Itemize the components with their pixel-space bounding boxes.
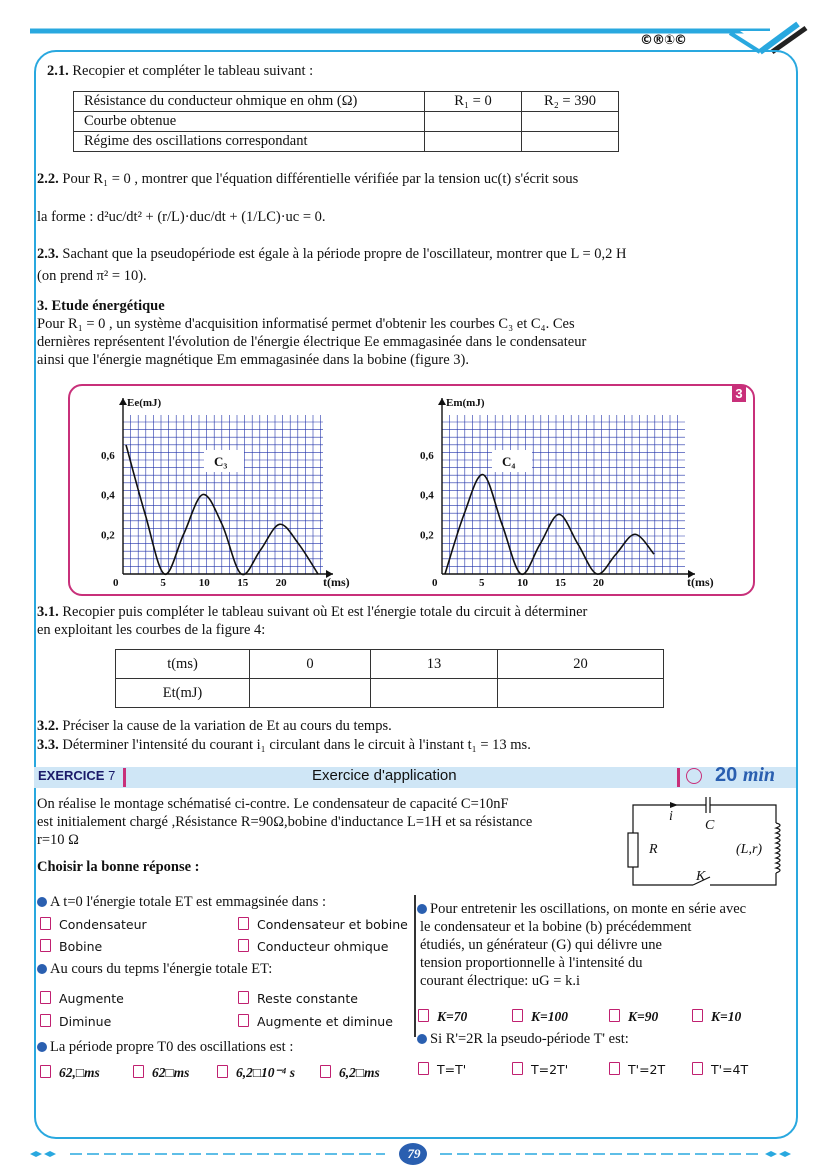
mcq-4-line-3: étudiés, un générateur (G) qui délivre une <box>420 936 662 954</box>
table-cell <box>371 679 498 708</box>
checkbox-icon <box>692 1009 703 1022</box>
option-label: Diminue <box>59 1014 111 1029</box>
table-cell: Résistance du conducteur ohmique en ohm (Ω) <box>74 92 425 112</box>
switch-label: K <box>696 869 705 885</box>
mcq-2-text: Au cours du tepms l'énergie totale ET: <box>50 961 272 977</box>
license-badge: ©®①© <box>640 33 686 48</box>
mcq-1-option-3[interactable] <box>40 939 102 954</box>
exercise-title: Exercice d'application <box>312 767 457 784</box>
mcq-4-option-3[interactable] <box>609 1009 658 1025</box>
option-label: K=100 <box>531 1009 568 1024</box>
ex7-intro-3: r=10 Ω <box>37 831 79 849</box>
option-label: 62□ms <box>152 1065 189 1080</box>
mcq-4-line-5: courant électrique: uG = k.i <box>420 972 580 990</box>
number-1-icon <box>37 897 47 907</box>
table-cell: 13 <box>371 650 498 679</box>
checkbox-icon <box>238 1014 249 1027</box>
checkbox-icon <box>320 1065 331 1078</box>
resistor-label: R <box>649 842 658 858</box>
table-cell: Courbe obtenue <box>74 112 425 132</box>
y-tick-label: 0,2 <box>101 529 115 541</box>
x-tick-label: 10 <box>199 577 211 589</box>
duration-unit: min <box>743 764 775 786</box>
table-cell: R₂ = 390 <box>522 92 619 112</box>
capacitor-label: C <box>705 818 714 834</box>
table-cell: Et(mJ) <box>116 679 250 708</box>
table-row <box>116 650 664 679</box>
mcq-3-question <box>37 1038 293 1056</box>
q33-label: 3.3. <box>37 737 59 753</box>
checkbox-icon <box>40 939 51 952</box>
option-label: 62,□ms <box>59 1065 100 1080</box>
y-axis-label: Ee(mJ) <box>127 397 162 409</box>
energy-curve <box>445 475 654 575</box>
mcq-4-option-1[interactable] <box>418 1009 467 1025</box>
option-label: K=90 <box>628 1009 658 1024</box>
x-tick-label: 0 <box>432 577 438 589</box>
table-cell: 20 <box>498 650 664 679</box>
q23-label: 2.3. <box>37 246 59 262</box>
checkbox-icon <box>217 1065 228 1078</box>
checkbox-icon <box>512 1062 523 1075</box>
q31-table <box>115 649 664 708</box>
section3-para-2: dernières représentent l'évolution de l'énergie électrique Ee emmagasinée dans le condensateur <box>37 333 586 351</box>
y-axis-label: Em(mJ) <box>446 397 485 409</box>
mcq-5-option-3[interactable] <box>609 1062 665 1077</box>
mcq-3-option-2[interactable] <box>133 1065 189 1081</box>
checkbox-icon <box>40 1065 51 1078</box>
mcq-2-option-1[interactable] <box>40 991 124 1006</box>
option-label: Condensateur et bobine <box>257 917 408 932</box>
exercise-tag-word: EXERCICE <box>38 768 104 783</box>
clock-icon <box>686 768 702 784</box>
table-cell: Régime des oscillations correspondant <box>74 132 425 152</box>
page-number: 79 <box>402 1146 426 1162</box>
x-tick-label: 20 <box>276 577 288 589</box>
mcq-4-option-2[interactable] <box>512 1009 568 1025</box>
bar-divider <box>123 768 126 787</box>
mcq-1-question <box>37 893 326 911</box>
table-cell: 0 <box>250 650 371 679</box>
mcq-5-option-1[interactable] <box>418 1062 466 1077</box>
x-tick-label: 0 <box>113 577 119 589</box>
q33-line <box>37 736 531 754</box>
x-tick-label: 20 <box>593 577 605 589</box>
option-label: Condensateur <box>59 917 147 932</box>
y-tick-label: 0,6 <box>420 450 434 462</box>
ex7-intro-2: est initialement chargé ,Résistance R=90Ω,bobine d'inductance L=1H et sa résistance <box>37 813 532 831</box>
mcq-5-option-2[interactable] <box>512 1062 568 1077</box>
q23-text2: (on prend π² = 10). <box>37 267 147 285</box>
q31-label: 3.1. <box>37 604 59 620</box>
option-label: 6,2□ms <box>339 1065 380 1080</box>
number-2-icon <box>37 964 47 974</box>
mcq-4-line-1 <box>417 900 746 918</box>
table-cell: t(ms) <box>116 650 250 679</box>
mcq-3-option-4[interactable] <box>320 1065 380 1081</box>
checkbox-icon <box>418 1062 429 1075</box>
column-divider <box>414 895 416 1037</box>
mcq-1-option-2[interactable] <box>238 917 408 932</box>
checkbox-icon <box>40 1014 51 1027</box>
y-tick-label: 0,2 <box>420 529 434 541</box>
q32-line <box>37 717 392 735</box>
mcq-3-option-3[interactable] <box>217 1065 295 1081</box>
mcq-1-option-4[interactable] <box>238 939 388 954</box>
option-label: T'=2T <box>628 1062 665 1077</box>
table-cell: R₁ = 0 <box>425 92 522 112</box>
ex7-intro-1: On réalise le montage schématisé ci-contre. Le condensateur de capacité C=10nF <box>37 795 509 813</box>
mcq-2-option-3[interactable] <box>40 1014 111 1029</box>
mcq-1-option-1[interactable] <box>40 917 147 932</box>
curve-label: C₄ <box>502 454 515 469</box>
q32-text: Préciser la cause de la variation de Et au cours du temps. <box>62 718 391 734</box>
option-label: T=2T' <box>531 1062 568 1077</box>
option-label: K=10 <box>711 1009 741 1024</box>
q31-line-1 <box>37 603 587 621</box>
table-cell <box>250 679 371 708</box>
x-axis-label: t(ms) <box>687 575 714 589</box>
mcq-4-text: Pour entretenir les oscillations, on monte en série avec <box>430 901 746 917</box>
option-label: K=70 <box>437 1009 467 1024</box>
coil-label: (L,r) <box>736 842 762 858</box>
table-cell <box>498 679 664 708</box>
y-tick-label: 0,4 <box>420 490 434 502</box>
mcq-2-question <box>37 960 272 978</box>
q31-line-2: en exploitant les courbes de la figure 4: <box>37 621 265 639</box>
q21-text: Recopier et compléter le tableau suivant : <box>72 63 313 79</box>
x-tick-label: 15 <box>555 577 567 589</box>
mcq-2-option-2[interactable] <box>238 991 358 1006</box>
exercise-number: 7 <box>108 768 115 783</box>
checkbox-icon <box>692 1062 703 1075</box>
y-tick-label: 0,4 <box>101 490 115 502</box>
duration-value: 20 <box>715 764 737 786</box>
y-axis-arrow <box>119 398 127 405</box>
mcq-3-text: La période propre T0 des oscillations est : <box>50 1039 293 1055</box>
checkbox-icon <box>609 1062 620 1075</box>
y-axis-arrow <box>438 398 446 405</box>
option-label: Augmente et diminue <box>257 1014 393 1029</box>
section3-para-1: Pour R₁ = 0 , un système d'acquisition informatisé permet d'obtenir les courbes C₃ et C₄. Ces <box>37 315 575 333</box>
option-label: Conducteur ohmique <box>257 939 388 954</box>
mcq-4-option-4[interactable] <box>692 1009 741 1025</box>
rlc-circuit-diagram <box>618 795 793 895</box>
section3-para-3: ainsi que l'énergie magnétique Em emmagasinée dans la bobine (figure 3). <box>37 351 469 369</box>
mcq-4-line-4: tension proportionnelle à l'intensité du <box>420 954 642 972</box>
x-axis-label: t(ms) <box>323 575 350 589</box>
mcq-2-option-4[interactable] <box>238 1014 393 1029</box>
bar-divider <box>677 768 680 787</box>
option-label: 6,2□10⁻⁴ s <box>236 1065 295 1080</box>
mcq-4-line-2: le condensateur et la bobine (b) précédemment <box>420 918 691 936</box>
current-label: i <box>669 809 673 825</box>
section3-title: 3. Etude énergétique <box>37 297 165 315</box>
figure-number: 3 <box>732 386 746 402</box>
x-tick-label: 15 <box>237 577 249 589</box>
option-label: Augmente <box>59 991 124 1006</box>
option-label: T'=4T <box>711 1062 748 1077</box>
x-tick-label: 5 <box>479 577 485 589</box>
x-tick-label: 10 <box>517 577 529 589</box>
q22-text: Pour R₁ = 0 , montrer que l'équation différentielle vérifiée par la tension uc(t) s'écrit sous <box>62 171 578 187</box>
q21-label: 2.1. <box>47 63 69 79</box>
q22-label: 2.2. <box>37 171 59 187</box>
mcq-5-question <box>417 1030 629 1048</box>
option-label: Bobine <box>59 939 102 954</box>
q22-formula: la forme : d²uc/dt² + (r/L)·duc/dt + (1/LC)·uc = 0. <box>37 208 326 226</box>
q32-label: 3.2. <box>37 718 59 734</box>
checkbox-icon <box>512 1009 523 1022</box>
checkbox-icon <box>418 1009 429 1022</box>
exercise-duration <box>715 764 775 787</box>
mcq-3-option-1[interactable] <box>40 1065 100 1081</box>
y-tick-label: 0,6 <box>101 450 115 462</box>
checkbox-icon <box>40 991 51 1004</box>
checkbox-icon <box>133 1065 144 1078</box>
curve-label: C₃ <box>214 454 227 469</box>
mcq-5-option-4[interactable] <box>692 1062 748 1077</box>
number-3-icon <box>37 1042 47 1052</box>
checkbox-icon <box>40 917 51 930</box>
mcq-5-text: Si R'=2R la pseudo-période T' est: <box>430 1031 629 1047</box>
number-4-icon <box>417 904 427 914</box>
ex7-choose: Choisir la bonne réponse : <box>37 858 199 876</box>
option-label: Reste constante <box>257 991 358 1006</box>
checkbox-icon <box>238 991 249 1004</box>
table-row <box>116 679 664 708</box>
number-5-icon <box>417 1034 427 1044</box>
checkbox-icon <box>238 939 249 952</box>
x-tick-label: 5 <box>160 577 166 589</box>
q31-text: Recopier puis compléter le tableau suivant où Et est l'énergie totale du circuit à déterminer <box>62 604 587 620</box>
checkbox-icon <box>609 1009 620 1022</box>
q33-text: Déterminer l'intensité du courant i₁ circulant dans le circuit à l'instant t₁ = 13 ms. <box>62 737 530 753</box>
mcq-1-text: A t=0 l'énergie totale ET est emmagsinée dans : <box>50 894 326 910</box>
option-label: T=T' <box>437 1062 466 1077</box>
checkbox-icon <box>238 917 249 930</box>
q23-text: Sachant que la pseudopériode est égale à la période propre de l'oscillateur, montrer que L = 0,2 H <box>62 246 626 262</box>
exercise-tag <box>38 768 115 783</box>
